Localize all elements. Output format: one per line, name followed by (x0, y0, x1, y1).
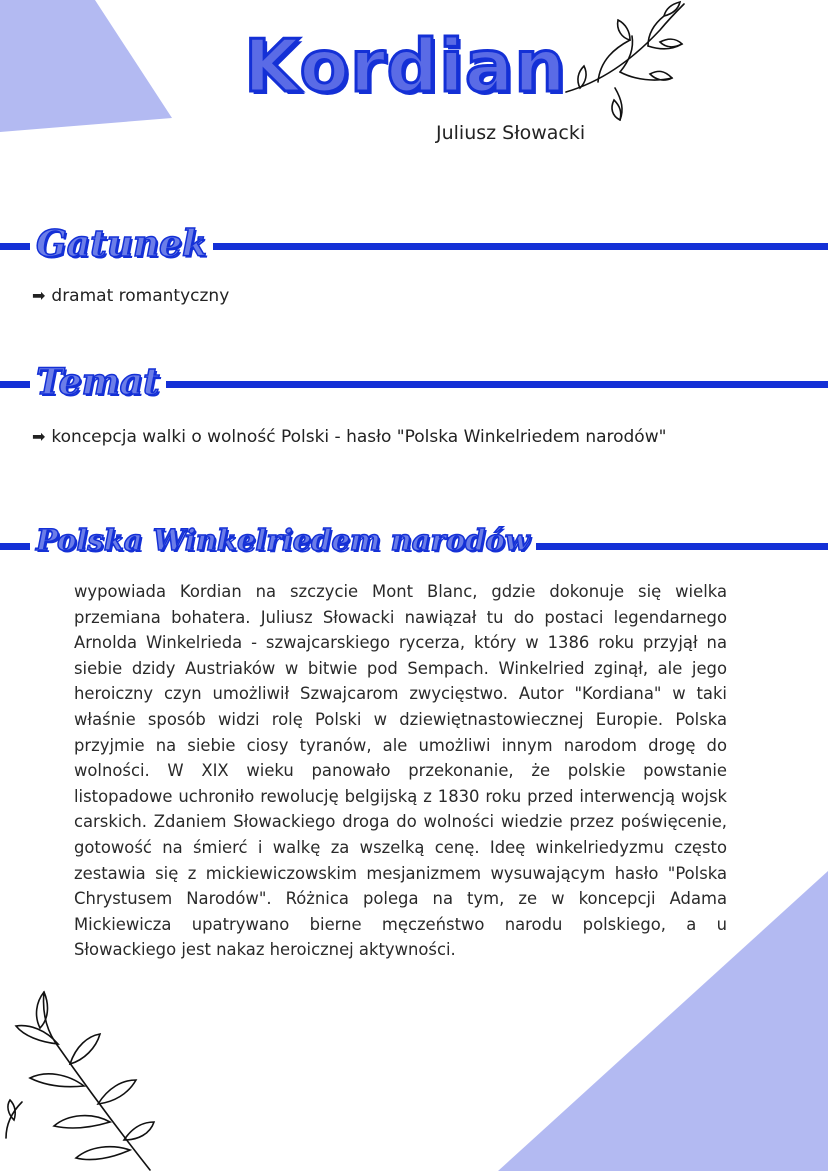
section-heading-winkelried: Polska Winkelriedem narodów (30, 526, 536, 555)
leaf-branch-icon (0, 982, 160, 1172)
body-paragraph: wypowiada Kordian na szczycie Mont Blanc, gdzie dokonuje się wielka przemiana bohatera. Juliusz Słowacki nawiązał tu do postaci legendarnego Arnolda Winkelrieda - szwajcarskiego rycerza, który w 1386 roku przyjął na siebie dzidy Austriaków w bitwie pod Sempach. Winkelried zginął, ale jego heroiczny czyn umożliwił Szwajcarom zwycięstwo. Autor "Kordiana" w taki właśnie sposób widzi rolę Polski w dziewiętnastowiecznej Europie. Polska przyjmie na siebie ciosy tyranów, ale umożliwi innym narodom drogę do wolności. W XIX wieku panowało przekonanie, że polskie powstanie listopadowe uchroniło rewolucję belgijską z 1830 roku przed interwencją wojsk carskich. Zdaniem Słowackiego droga do wolności wiedzie przez poświęcenie, gotowość na śmierć i walkę za wszelką cenę. Ideę winkelriedyzmu często zestawia się z mickiewiczowskim mesjanizmem wysuwającym hasło "Polska Chrystusem Narodów". Różnica polega na tym, ze w koncepcji Adama Mickiewicza upatrywano bierne męczeństwo narodu polskiego, a u Słowackiego jest nakaz heroicznej aktywności. (74, 582, 727, 960)
section-heading-gatunek: Gatunek (30, 226, 213, 262)
section-heading-temat: Temat (30, 364, 166, 400)
bullet-temat (32, 427, 666, 447)
section-divider-right (514, 543, 828, 550)
page-title: Kordian (244, 24, 567, 108)
top-left-triangle (0, 0, 175, 135)
leaf-branch-icon (560, 0, 690, 125)
arrow-right-icon: ➡ (32, 286, 46, 305)
bullet-text: koncepcja walki o wolność Polski - hasło "Polska Winkelriedem narodów" (51, 427, 667, 447)
arrow-right-icon: ➡ (32, 427, 46, 446)
bullet-text: dramat romantyczny (51, 286, 230, 306)
author-name: Juliusz Słowacki (436, 122, 586, 144)
bullet-gatunek (32, 286, 229, 306)
